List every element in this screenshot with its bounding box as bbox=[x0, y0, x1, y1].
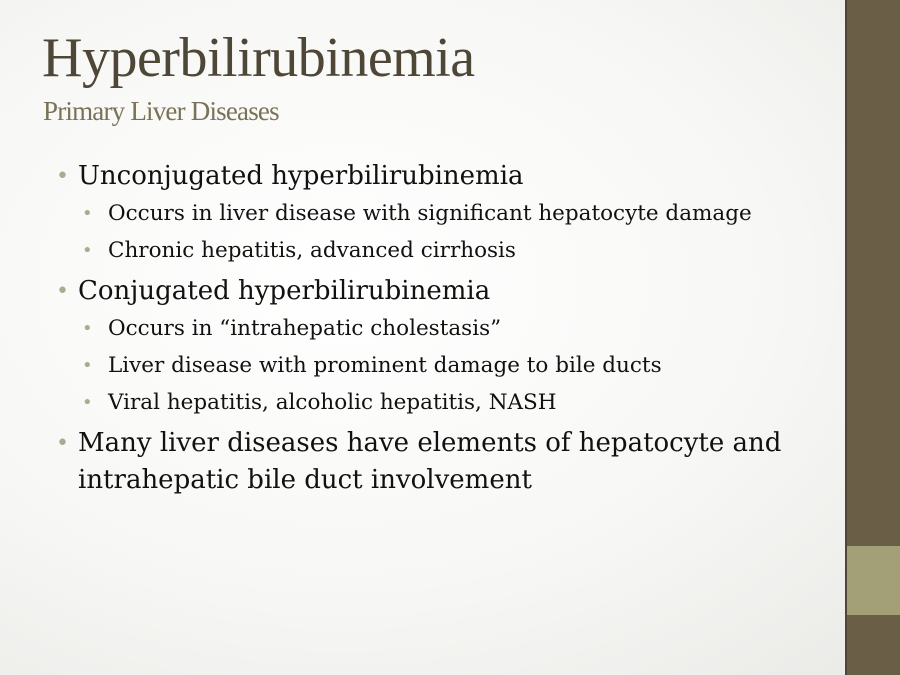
sub-bullet-item bbox=[78, 384, 814, 421]
bullet-text: Conjugated hyperbilirubinemia bbox=[78, 276, 491, 306]
sub-bullet-text: Occurs in “intrahepatic cholestasis” bbox=[108, 316, 502, 341]
bullet-item bbox=[54, 425, 814, 499]
sidebar-band-bottom bbox=[845, 615, 900, 675]
bullet-list bbox=[54, 158, 814, 501]
sidebar-divider bbox=[845, 0, 847, 675]
sub-bullet-item bbox=[78, 195, 814, 232]
sidebar-band-top bbox=[845, 0, 900, 546]
bullet-item bbox=[54, 158, 814, 269]
sub-bullet-text: Occurs in liver disease with significant hepatocyte damage bbox=[108, 201, 752, 226]
bullet-dot-icon: • bbox=[82, 392, 93, 413]
sub-bullet-text: Chronic hepatitis, advanced cirrhosis bbox=[108, 238, 516, 263]
sub-bullet-list bbox=[78, 310, 814, 421]
sub-bullet-item bbox=[78, 310, 814, 347]
slide-subtitle: Primary Liver Diseases bbox=[43, 96, 279, 126]
bullet-item bbox=[54, 273, 814, 421]
slide-title: Hyperbilirubinemia bbox=[42, 27, 475, 89]
sub-bullet-text: Viral hepatitis, alcoholic hepatitis, NASH bbox=[108, 390, 557, 415]
bullet-dot-icon: • bbox=[56, 164, 69, 189]
sub-bullet-list bbox=[78, 195, 814, 269]
bullet-dot-icon: • bbox=[82, 240, 93, 261]
bullet-dot-icon: • bbox=[82, 318, 93, 339]
sidebar-band-accent bbox=[845, 546, 900, 615]
sub-bullet-text: Liver disease with prominent damage to bile ducts bbox=[108, 353, 662, 378]
sub-bullet-item bbox=[78, 232, 814, 269]
bullet-text: Unconjugated hyperbilirubinemia bbox=[78, 161, 524, 191]
decorative-sidebar bbox=[845, 0, 900, 675]
bullet-dot-icon: • bbox=[82, 355, 93, 376]
bullet-text: Many liver diseases have elements of hepatocyte and intrahepatic bile duct involvement bbox=[78, 428, 782, 495]
bullet-dot-icon: • bbox=[56, 279, 69, 304]
bullet-dot-icon: • bbox=[56, 431, 69, 456]
sub-bullet-item bbox=[78, 347, 814, 384]
bullet-dot-icon: • bbox=[82, 203, 93, 224]
